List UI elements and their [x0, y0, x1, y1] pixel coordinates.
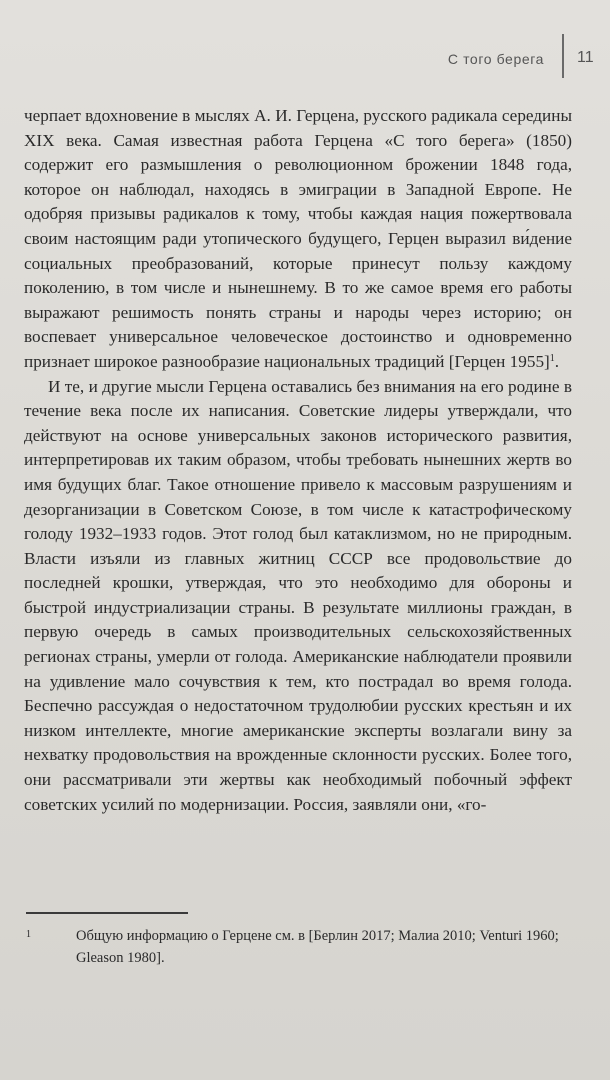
paragraph-2-text: И те, и другие мысли Герцена оставались без внимания на его родине в течение века после их написания. Советские лидеры утверждали, что действуют на основе универсальных законов исторического развития, интерпретировав их таким образом, чтобы требовать нынешних жертв во имя будущих благ. Такое отношение привело к массовым разрушениям и дезорганизации в Советском Союзе, в том числе к катастрофическому голоду 1932–1933 годов. Этот голод был катаклизмом, но не природным. Власти изъяли из главных житниц СССР все продовольствие до последней крошки, утверждая, что это необходимо для обороны и быстрой индустриализации страны. В результате миллионы граждан, в первую очередь в самых производительных сельскохозяйственных регионах страны, умерли от голода. Американские наблюдатели проявили на удивление мало сочувствия к тем, кто пострадал во время голода. Беспечно рассуждая о недостаточном трудолюбии русских крестьян и их низком интеллекте, многие американские эксперты возлагали вину за нехватку продовольствия на врожденные склонности русских. Более того, они рассматривали эти жертвы как необходимый побочный эффект советских усилий по модернизации. Россия, заявляли они, «го- [24, 376, 572, 814]
paragraph-1-text: черпает вдохновение в мыслях А. И. Герцена, русского радикала середины XIX века. Самая известная работа Герцена «С того берега» (1850) содержит его размышления о революционном брожении 1848 года, которое он наблюдал, находясь в эмиграции в Западной Европе. Не одобряя призывы радикалов к тому, чтобы каждая нация пожертвовала своим настоящим ради утопического будущего, Герцен выразил ви́дение социальных преобразований, которые принесут пользу каждому поколению, в том числе и нынешнему. В то же самое время его работы выражают решимость понять страны и народы через историю; он воспевает универсальное человеческое достоинство и одновременно признает широкое разнообразие национальных традиций [Герцен 1955] [24, 106, 572, 371]
paragraph-2 [24, 375, 572, 818]
paragraph-1 [24, 104, 572, 375]
footnote-text: Общую информацию о Герцене см. в [Берлин 2017; Малиа 2010; Venturi 1960; Gleason 1980]. [76, 928, 559, 966]
main-text [24, 104, 572, 817]
footnote-mark: 1 [26, 929, 31, 940]
page-header [0, 48, 610, 76]
page-number: 11 [577, 49, 594, 66]
running-title: С того берега [447, 51, 544, 67]
footnote-reference[interactable]: 1 [549, 352, 555, 364]
footnote [26, 926, 582, 969]
footnote-separator [26, 912, 188, 914]
header-divider [562, 34, 564, 78]
paragraph-1-end: . [554, 351, 560, 371]
